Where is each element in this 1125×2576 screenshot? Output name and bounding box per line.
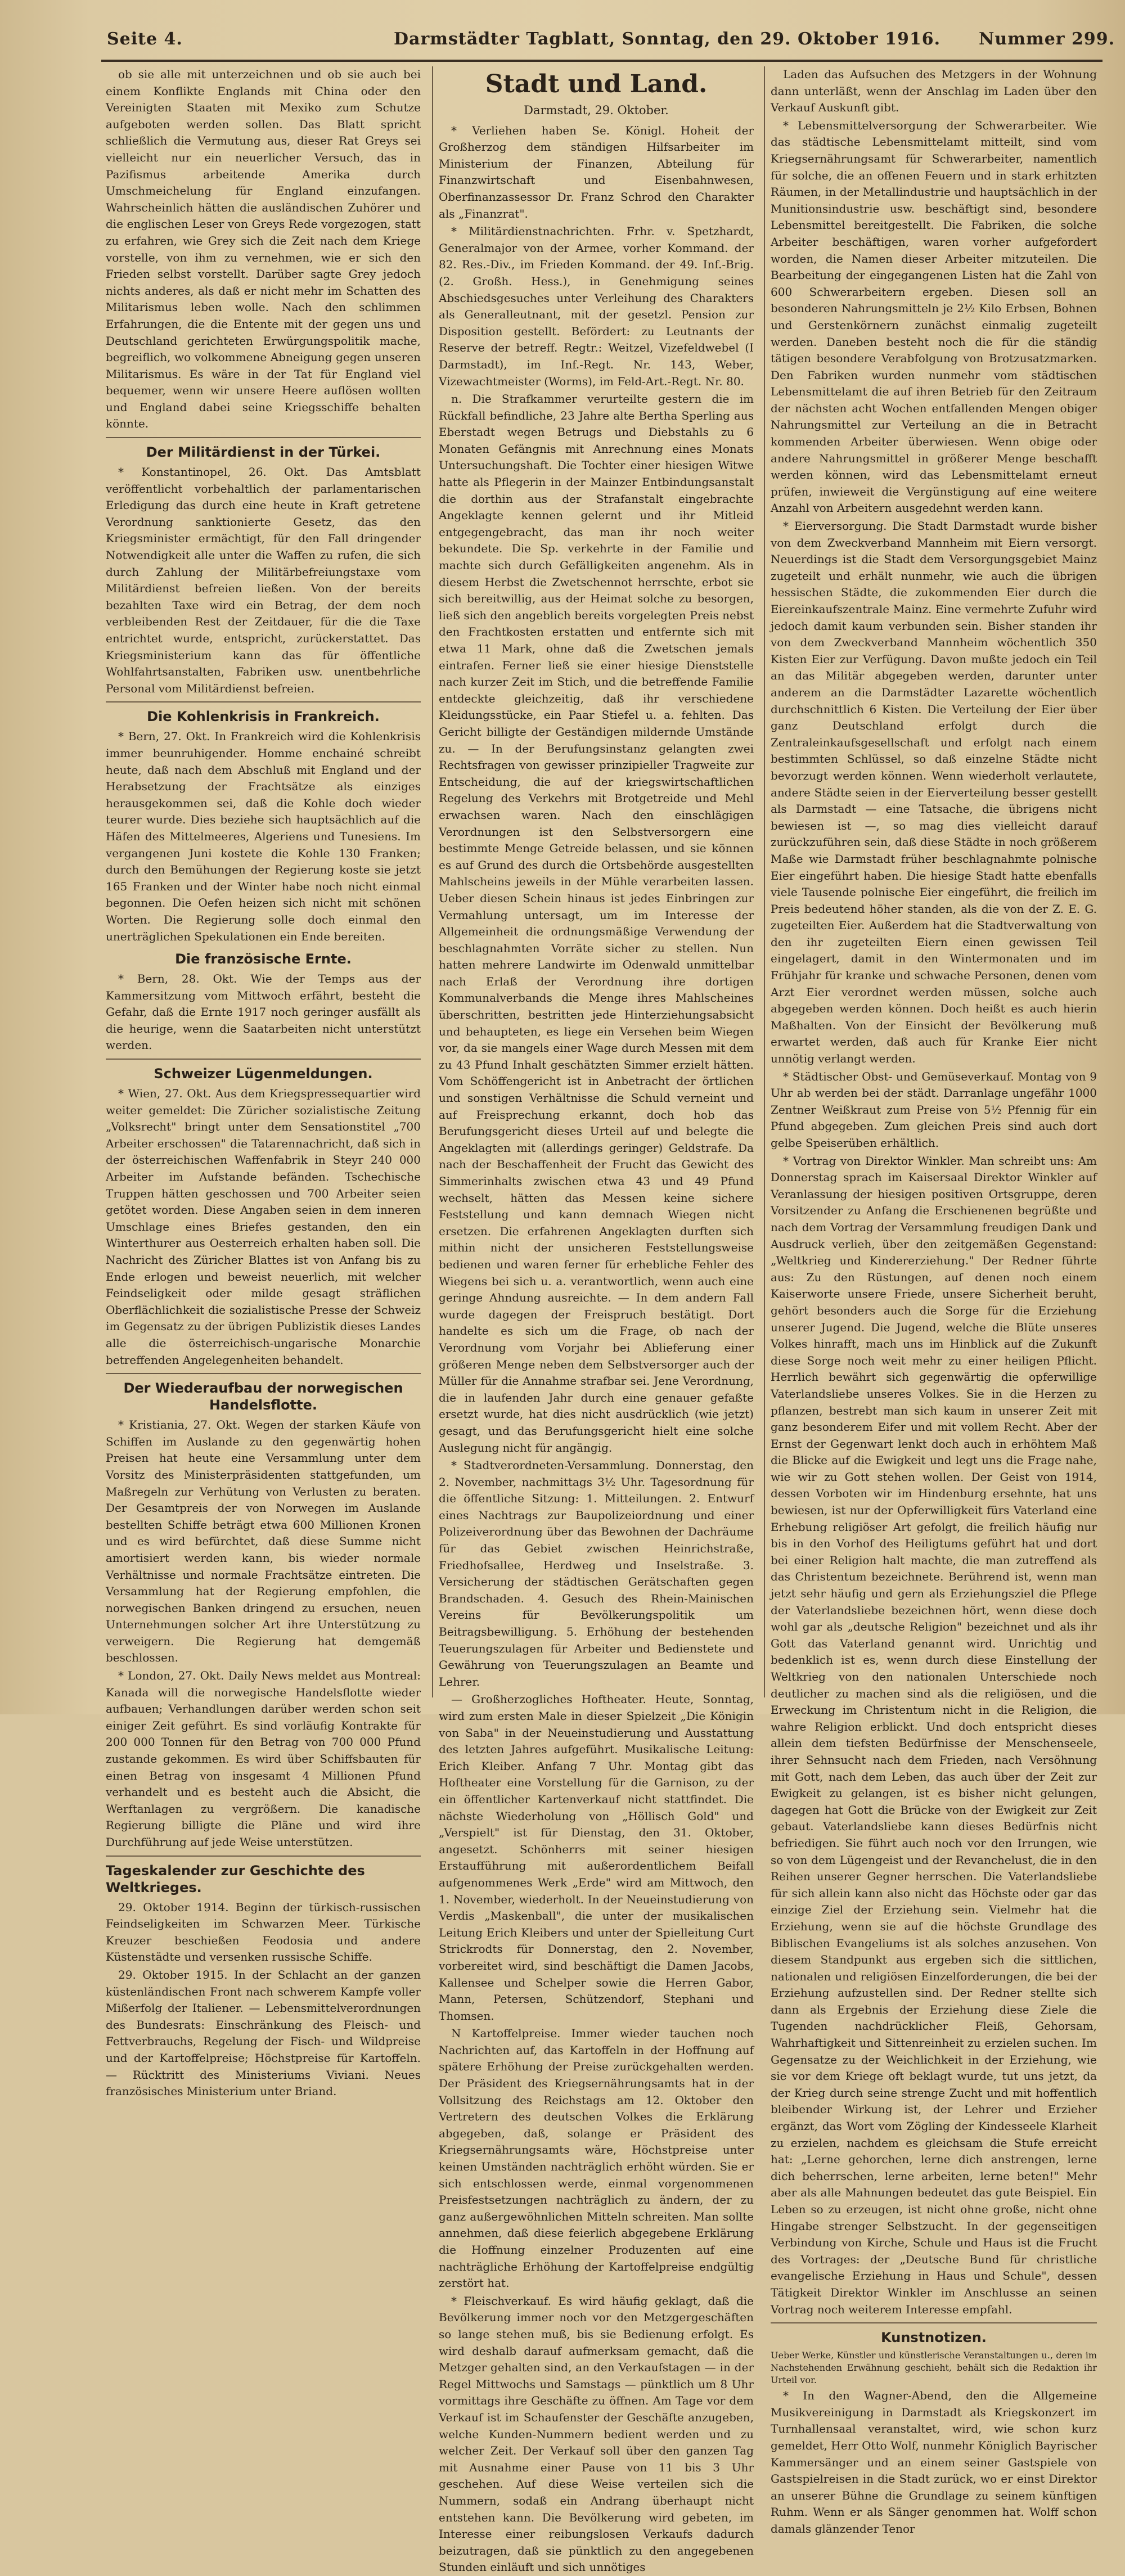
- calendar-entry: 29. Oktober 1914. Beginn der türkisch-russischen Feindseligkeiten im Schwarzen Meer. Türkische Kreuzer beschießen Feodosia und andere Küstenstädte und versenken russische Schiffe.: [106, 1900, 421, 1964]
- article-text: * Militärdienstnachrichten. Frhr. v. Spetzhardt, Generalmajor von der Armee, vorher Kommand. der 82. Res.-Div., im Frieden Kommand. der 49. Inf.-Brig. (2. Großh. Hess.), in Genehmigung seines Abschiedsgesuches unter Verleihung des Charakters als Generalleutnant, mit der gesetzl. Pension zur Disposition gestellt. Befördert: zu Leutnants der Reserve der betreff. Regtr.: Weitzel, Vizefeldwebel (I Darmstadt), im Inf.-Regt. Nr. 143, Weber, Vizewachtmeister (Worms), im Feld-Art.-Regt. Nr. 80.: [439, 224, 754, 388]
- article-text: — Großherzogliches Hoftheater. Heute, Sonntag, wird zum ersten Male in dieser Spielzeit „Die Königin von Saba" in der Neueinstudierung und Ausstattung des letzten Jahres aufgeführt. Musikalische Leitung: Erich Kleiber. Anfang 7 Uhr. Montag gibt das Hoftheater eine Vorstellung für die Garnison, zu der ein öffentlicher Kartenverkauf nicht stattfindet. Die nächste Wiederholung von „Höllisch Gold" und „Verspielt" ist für Dienstag, den 31. Oktober, angesetzt. Schönherrs mit seiner hiesigen Erstaufführung mit außerordentlichem Beifall aufgenommenes Werk „Erde" wird am Mittwoch, den 1. November, wiederholt. In der Neueinstudierung von Verdis „Maskenball", die unter der musikalischen Leitung Erich Kleibers und unter der Spielleitung Curt Strickrodts für Donnerstag, den 2. November, vorbereitet wird, sind beschäftigt die Damen Jacobs, Kallensee und Schelper sowie die Herren Gabor, Mann, Petersen, Schützendorf, Stephani und Thomsen.: [439, 1692, 754, 2023]
- article-text: * Vortrag von Direktor Winkler. Man schreibt uns: Am Donnerstag sprach im Kaisersaal Direktor Winkler auf Veranlassung der hiesigen positiven Ortsgruppe, deren Vorsitzender zu Anfang die Erschienenen begrüßte und nach dem Vortrag der Versammlung freudigen Dank und Ausdruck verlieh, über den zeitgemäßen Gegenstand: „Weltkrieg und Kindererziehung." Der Redner führte aus: Zu den Rüstungen, auf denen noch einem Kaiserworte unsere Friede, unsere Sicherheit beruht, gehört besonders auch die Sorge für die Erziehung unserer Jugend. Die Jugend, welche die Blüte unseres Volkes hinrafft, mach uns im Hinblick auf die Zukunft diese Sorge noch weit mehr zu einer heiligen Pflicht. Herrlich bewährt sich gegenwärtig die opferwillige Vaterlandsliebe unseres Volkes. Sie in die Herzen zu pflanzen, bestrebt man sich kaum in unserer Zeit mit ganz besonderem Eifer und mit vollem Recht. Aber der Ernst der Gegenwart lenkt doch auch in erhöhtem Maß die Blicke auf die Ewigkeit und legt uns die Frage nahe, wie wir zu Gott stehen wollen. Der Geist von 1914, dessen Vorboten wir im Hindenburg ersehnte, hat uns bewiesen, ist nur der Opferwilligkeit fürs Vaterland eine Erhebung religiöser Art gefolgt, die freilich häufig nur bis in den Vorhof des Heiligtums geführt hat und dort bei einer Religion halt machte, die man zutreffend als das Christentum bezeichnete. Berührend ist, wenn man jetzt sehr häufig und gern als Erziehungsziel die Pflege der Vaterlandsliebe bezeichnen hört, wenn diese doch wohl gar als „deutsche Religion" bezeichnet und als ihr Gott das Vaterland genannt wird. Unrichtig und bedenklich ist es, wenn durch diese Einstellung der Weltkrieg von den nationalen Unterschiede noch deutlicher zu machen sind als die religiösen, und die Erweckung im Christentum nicht in die Religion, die wahre Religion erblickt. Und doch entspricht dieses allein dem tiefsten Bedürfnisse der Menschenseele, ihrer Sehnsucht nach dem Frieden, nach Versöhnung mit Gott, nach dem Leben, das auch über der Zeit zur Ewigkeit zu gelangen, ist es bisher nicht gelungen, dagegen hat Gott die Brücke von der Ewigkeit zur Zeit gebaut. Vaterlandsliebe kann dieses Bedürfnis nicht befriedigen. Sie führt auch noch vor den Irrungen, wie so von dem Lügengeist und der Revanchelust, die in den Reihen unserer Gegner herrschen. Die Vaterlandsliebe für sich allein kann also nicht das Höchste oder gar das einzige Ziel der Erziehung sein. Vielmehr hat die Erziehung, wenn sie auf die höchste Grundlage des Biblischen Evangeliums ist als solches anzusehen. Von diesem Standpunkt aus ergeben sich die sittlichen, nationalen und religiösen Einzelforderungen, die bei der Erziehung aufzustellen sind. Der Redner stellte sich dann als Ergebnis der Erziehung diese Ziele die Tugenden nachdrücklicher Fleiß, Gehorsam, Wahrhaftigkeit und Sittenreinheit zu erzielen suchen. Im Gegensatze zu der Weichlichkeit in der Erziehung, wie sie vor dem Kriege oft beklagt wurde, tut uns jetzt, da der Krieg durch seine strenge Zucht und mit hoffentlich bleibender Wirkung ist, der Lehrer und Erzieher ergänzt, das Wort vom Zögling der Kindesseele Klarheit zu erzielen, nachdem es gleichsam die Stufe erreicht hat: „Lerne gehorchen, lerne dich anstrengen, lerne dich beherrschen, lerne arbeiten, lerne beten!" Mehr aber als alle Mahnungen bedeutet das gute Beispiel. Ein Leben so zu erzeugen, ist nicht ohne große, nicht ohne Hingabe strenger Selbstzucht. In der gegenseitigen Verbindung von Kirche, Schule und Haus ist die Frucht des Vortrages: der „Deutsche Bund für christliche evangelische Erziehung in Haus und Schule", dessen Tätigkeit Direktor Winkler im Anschlusse an seinen Vortrag noch weiterem Interesse empfahl.: [771, 1154, 1097, 2316]
- article-text: * London, 27. Okt. Daily News meldet aus Montreal: Kanada will die norwegische Handelsflotte wieder aufbauen; Verhandlungen darüber werden schon seit einiger Zeit geführt. Es sind vorläufig Kontrakte für 200 000 Tonnen für den Betrag von 700 000 Pfund zustande gekommen. Es wird über Schiffsbauten für einen Betrag von insgesamt 4 Millionen Pfund verhandelt und es besteht auch die Absicht, die Werftanlagen zu vergrößern. Die kanadische Regierung billigte die Pläne und wird ihre Durchführung auf jede Weise unterstützen.: [106, 1669, 421, 1849]
- article-text: * Stadtverordneten-Versammlung. Donnerstag, den 2. November, nachmittags 3½ Uhr. Tagesordnung für die öffentliche Sitzung: 1. Mitteilungen. 2. Entwurf eines Nachtrags zur Baupolizeiordnung und einer Polizeiverordnung über das Bewohnen der Dachräume für das Gebiet zwischen Heinrichstraße, Friedhofsallee, Herdweg und Inselstraße. 3. Versicherung der städtischen Gerätschaften gegen Brandschaden. 4. Gesuch des Rhein-Mainischen Vereins für Bevölkerungspolitik um Beitragsbewilligung. 5. Erhöhung der bestehenden Teuerungszulagen für Arbeiter und Bedienstete und Gewährung von Teuerungszulagen an Beamte und Lehrer.: [439, 1458, 754, 1688]
- article-text: * Fleischverkauf. Es wird häufig geklagt, daß die Bevölkerung immer noch vor den Metzgergeschäften so lange stehen muß, bis sie Bedienung erfolgt. Es wird deshalb darauf aufmerksam gemacht, daß die Metzger gehalten sind, an den Verkaufstagen — in der Regel Mittwochs und Samstags — pünktlich um 8 Uhr vormittags ihre Geschäfte zu öffnen. Am Tage vor dem Verkauf ist im Schaufenster der Geschäfte anzugeben, welche Kunden-Nummern bedient werden und zu welcher Zeit. Der Verkauf soll über den ganzen Tag mit Ausnahme einer Pause von 11 bis 3 Uhr geschehen. Auf diese Weise verteilen sich die Nummern, sodaß ein Andrang überhaupt nicht entstehen kann. Die Bevölkerung wird gebeten, im Interesse einer reibungslosen Verkaufs dadurch beizutragen, daß sie pünktlich zu den angegebenen Stunden einläuft und sich unnötiges: [439, 2294, 754, 2574]
- headline: Tageskalender zur Geschichte des Weltkrieges.: [106, 1862, 365, 1895]
- page-header: [0, 29, 1125, 57]
- article-text: * Bern, 28. Okt. Wie der Temps aus der Kammersitzung vom Mittwoch erfährt, besteht die Gefahr, daß die Ernte 1917 noch geringer ausfällt als die heurige, wenn die Saatarbeiten nicht unterstützt werden.: [106, 972, 421, 1052]
- headline: Die französische Ernte.: [175, 951, 352, 967]
- divider: [106, 437, 421, 438]
- headline: Die Kohlenkrisis in Frankreich.: [147, 709, 380, 725]
- calendar-entry: 29. Oktober 1915. In der Schlacht an der ganzen küstenländischen Front nach schwerem Kampfe voller Mißerfolg der Italiener. — Lebensmittelverordnungen des Bundesrats: Einschränkung des Fleisch- und Fettverbrauchs, Regelung der Fisch- und Wildpreise und der Kartoffelpreise; Höchstpreise für Kartoffeln. — Rücktritt des Ministeriums Viviani. Neues französisches Ministerium unter Briand.: [106, 1967, 421, 2098]
- article-text: Laden das Aufsuchen des Metzgers in der Wohnung dann unterläßt, wenn der Anschlag im Laden über den Verkauf Auskunft gibt.: [771, 67, 1097, 115]
- war-calendar: [106, 1862, 421, 2100]
- divider: [106, 701, 421, 702]
- divider: [106, 1856, 421, 1857]
- divider: [106, 1373, 421, 1374]
- column-2: [439, 66, 754, 2574]
- article-text: ob sie alle mit unterzeichnen und ob sie auch bei einem Konflikte Englands mit China oder den Vereinigten Staaten mit Mexiko zum Schutze aufgeboten werden sollen. Das Blatt spricht schließlich die Vermutung aus, dieser Rat Greys sei vielleicht nur ein neuerlicher Versuch, das in Pazifismus arbeitende Amerika durch Umschmeichelung für England einzufangen. Wahrscheinlich hätten die ausländischen Zuhörer und die englischen Leser von Greys Rede vorgezogen, statt zu erfahren, wie Grey sich die Zeit nach dem Kriege vorstelle, von ihm zu vernehmen, wie er sich den Frieden selbst vorstellt. Darüber sagte Grey jedoch nichts anderes, als daß er nicht mehr im Schatten des Militarismus leben wolle. Nach den schlimmen Erfahrungen, die die Entente mit der gegen uns und Deutschland gerichteten Erwürgungspolitik mache, begreiflich, wo volkommene Abneigung gegen unseren Militarismus. Es wäre in der Tat für England viel bequemer, wenn wir unsere Heere auflösen wollten und England dabei seine Kriegsschiffe behalten könnte.: [106, 67, 421, 431]
- editorial-note: Ueber Werke, Künstler und künstlerische Veranstaltungen u., deren im Nachstehenden Erwähnung geschieht, behält sich die Redaktion ihr Urteil vor.: [771, 2350, 1097, 2386]
- headline: Der Militärdienst in der Türkei.: [146, 444, 381, 461]
- article-text: * Eierversorgung. Die Stadt Darmstadt wurde bisher von dem Zweckverband Mannheim mit Eiern versorgt. Neuerdings ist die Stadt dem Versorgungsgebiet Mainz zugeteilt und erhält nunmehr, wie auch die übrigen hessischen Städte, die zukommenden Eier durch die Eiereinkaufszentrale Mainz. Eine vermehrte Zufuhr wird jedoch damit kaum verbunden sein. Bisher standen ihr von dem Zweckverband Mannheim wöchentlich 350 Kisten Eier zur Verfügung. Davon mußte jedoch ein Teil an das Militär abgegeben werden, darunter unter anderem an die Darmstädter Lazarette wöchentlich durchschnittlich 6 Kisten. Die Verteilung der Eier über ganz Deutschland erfolgt durch die Zentraleinkaufsgesellschaft und erfolgt nach einem bestimmten Schlüssel, so daß einzelne Städte nicht bevorzugt werden können. Wenn wiederholt verlautete, andere Städte seien in der Eierverteilung besser gestellt als Darmstadt — eine Tatsache, die übrigens nicht bewiesen ist —, so mag dies vielleicht darauf zurückzuführen sein, daß diese Städte in noch größerem Maße wie Darmstadt früher beschlagnahmte polnische Eier eingeführt haben. Die hiesige Stadt hatte ebenfalls viele Tausende polnische Eier eingeführt, die freilich im Preis bedeutend höher standen, als die von der Z. E. G. zugeteilten Eier. Außerdem hat die Stadtverwaltung von den ihr zugeteilten Eiern einen gewissen Teil eingelagert, damit in den Wintermonaten und im Frühjahr für kranke und schwache Personen, denen vom Arzt Eier verordnet werden müssen, solche auch abgegeben werden können. Doch heißt es auch hierin Maßhalten. Von der Einsicht der Bevölkerung muß erwartet werden, daß auch für Kranke Eier nicht unnötig verlangt werden.: [771, 519, 1097, 1066]
- header-rule: [101, 60, 1102, 62]
- article-text: * Bern, 27. Okt. In Frankreich wird die Kohlenkrisis immer beunruhigender. Homme enchainé schreibt heute, daß nach dem Abschluß mit England und der Herabsetzung der Frachtsätze als einziges herausgekommen sei, daß die Kohle doch wieder teurer wurde. Dies beziehe sich hauptsächlich auf die Häfen des Mittelmeeres, Algeriens und Tunesiens. Im vergangenen Juni kostete die Kohle 130 Franken; durch den Bemühungen der Regierung koste sie jetzt 165 Franken und der Winter habe noch nicht einmal begonnen. Die Oefen heizen sich nicht mit schönen Worten. Die Regierung solle doch einmal den unerträglichen Spekulationen ein Ende bereiten.: [106, 729, 421, 943]
- divider: [771, 2322, 1097, 2323]
- masthead-date: Darmstädter Tagblatt, Sonntag, den 29. Oktober 1916.: [394, 29, 941, 49]
- column-3: [771, 66, 1097, 2536]
- headline: Kunstnotizen.: [881, 2330, 987, 2346]
- divider: [106, 1059, 421, 1060]
- column-1: [106, 66, 421, 2098]
- page-number: Seite 4.: [107, 29, 183, 49]
- headline: Schweizer Lügenmeldungen.: [154, 1066, 373, 1082]
- section-title: Stadt und Land.: [485, 70, 708, 98]
- article-text: * Wien, 27. Okt. Aus dem Kriegspressequartier wird weiter gemeldet: Die Züricher sozialistische Zeitung „Volksrecht" bringt unter dem Sensationstitel „700 Arbeiter erschossen" die Tatarennachricht, daß sich in der österreichischen Waffenfabrik in Steyr 240 000 Arbeiter im Aufstande befänden. Tschechische Truppen hätten geschossen und 700 Arbeiter seien getötet worden. Diese Angaben seien in dem inneren Umschlage eines Briefes gestanden, den ein Winterthurer aus Oesterreich erhalten haben soll. Die Nachricht des Züricher Blattes ist von Anfang bis zu Ende erlogen und beweist neuerlich, mit welcher Feindseligkeit oder milde gesagt sträflichen Oberflächlichkeit die sozialistische Presse der Schweiz im Gegensatz zu der übrigen Publizistik dieses Landes alle die österreichisch-ungarische Monarchie betreffenden Angelegenheiten behandelt.: [106, 1087, 421, 1367]
- column-divider: [764, 66, 765, 1697]
- column-divider: [432, 66, 433, 1697]
- article-text: * Verliehen haben Se. Königl. Hoheit der Großherzog dem ständigen Hilfsarbeiter im Ministerium der Finanzen, Abteilung für Finanzwirtschaft und Eisenbahnwesen, Oberfinanzassessor Dr. Franz Schrod den Charakter als „Finanzrat".: [439, 123, 754, 220]
- article-text: * Kristiania, 27. Okt. Wegen der starken Käufe von Schiffen im Auslande zu den gegenwärtig hohen Preisen hat heute eine Versammlung unter dem Vorsitz des Ministerpräsidenten stattgefunden, um Maßregeln zur Verhütung von Verlusten zu beraten. Der Gesamtpreis der von Norwegen im Auslande bestellten Schiffe beträgt etwa 600 Millionen Kronen und es wird befürchtet, daß diese Summe nicht amortisiert werden kann, bis wieder normale Verhältnisse und normale Frachtsätze eintreten. Die Versammlung hat der Regierung empfohlen, die norwegischen Banken dringend zu ersuchen, neuen Unternehmungen solcher Art ihre Unterstützung zu verweigern. Die Regierung hat demgemäß beschlossen.: [106, 1418, 421, 1665]
- article-text: * In den Wagner-Abend, den die Allgemeine Musikvereinigung in Darmstadt als Kriegskonzert im Turnhallensaal veranstaltet, wird, wie schon kurz gemeldet, Herr Otto Wolf, nunmehr Königlich Bayrischer Kammersänger und an einem seiner Gastspiele von Gastspielreisen in die Stadt zurück, wo er einst Direktor an unserer Bühne die Grundlage zu seinem künftigen Ruhm. Wenn er als Sänger genommen hat. Wolff schon damals glänzender Tenor: [771, 2389, 1097, 2536]
- dateline: Darmstadt, 29. Oktober.: [524, 103, 669, 117]
- article-text: * Lebensmittelversorgung der Schwerarbeiter. Wie das städtische Lebensmittelamt mitteilt, sind vom Kriegsernährungsamt für Schwerarbeiter, namentlich für solche, die an offenen Feuern und in stark erhitzten Räumen, in der Metallindustrie und hauptsächlich in der Munitionsindustrie usw. beschäftigt sind, besondere Lebensmittel bereitgestellt. Die Fabriken, die solche Arbeiter beschäftigen, waren vorher aufgefordert worden, die Namen dieser Arbeiter mitzuteilen. Die Bearbeitung der eingegangenen Listen hat die Zahl von 600 Schwerarbeitern ergeben. Diesen soll an besonderen Nahrungsmitteln je 2½ Kilo Erbsen, Bohnen und Gerstenkörnern zunächst einmalig zugeteilt werden. Daneben besteht noch die für die ständig tätigen besondere Verabfolgung von Brotzusatzmarken. Den Fabriken wurden nunmehr vom städtischen Lebensmittelamt die auf ihren Betrieb für den Zeitraum der nächsten acht Wochen entfallenden Mengen obiger Nahrungsmittel zur Verteilung an die in Betracht kommenden Arbeiter überwiesen. Wenn obige oder andere Nahrungsmittel in größerer Menge beschafft werden können, wird das Lebensmittelamt erneut prüfen, inwieweit die Vergünstigung auf eine weitere Anzahl von Arbeitern ausgedehnt werden kann.: [771, 118, 1097, 515]
- article-text: * Konstantinopel, 26. Okt. Das Amtsblatt veröffentlicht vorbehaltlich der parlamentarischen Erledigung das durch eine heute in Kraft getretene Verordnung sanktionierte Gesetz, das den Kriegsminister ermächtigt, für den Fall dringender Notwendigkeit alle unter die Waffen zu rufen, die sich durch Zahlung der Militärbefreiungstaxe vom Militärdienst befreien ließen. Von der bereits bezahlten Taxe wird ein Betrag, der dem noch verbleibenden Rest der Zeitdauer, für die die Taxe entrichtet wurde, entspricht, zurückerstattet. Das Kriegsministerium kann das für öffentliche Wohlfahrtsanstalten, Fabriken usw. unentbehrliche Personal vom Militärdienst befreien.: [106, 465, 421, 695]
- issue-number: Nummer 299.: [979, 29, 1115, 49]
- headline: Der Wiederaufbau der norwegischen Handelsflotte.: [123, 1380, 403, 1413]
- article-text: n. Die Strafkammer verurteilte gestern die im Rückfall befindliche, 23 Jahre alte Bertha Sperling aus Eberstadt wegen Betrugs und Diebstahls zu 6 Monaten Gefängnis mit Anrechnung eines Monats Untersuchungshaft. Die Tochter einer hiesigen Witwe hatte als Pflegerin in der Mainzer Entbindungsanstalt die dorthin aus der Strafanstalt eingebrachte Angeklagte kennen gelernt und ihr Mitleid entgegengebracht, das man ihr noch weiter bekundete. Die Sp. verkehrte in der Familie und machte sich durch Gefälligkeiten angenehm. Als in diesem Herbst die Zwetschennot herrschte, erbot sie sich bereitwillig, aus der Heimat solche zu besorgen, ließ sich den angeblich bereits vorgelegten Preis nebst den Frachtkosten erstatten und entfernte sich mit etwa 11 Mark, ohne daß die Zwetschen jemals eintrafen. Ferner ließ sie einer hiesige Dienststelle nach kurzer Zeit im Stich, und die betreffende Familie entdeckte gleichzeitig, daß ihr verschiedene Kleidungsstücke, ein Paar Stiefel u. a. fehlten. Das Gericht billigte der Geständigen mildernde Umstände zu. — In der Berufungsinstanz gelangten zwei Rechtsfragen von gewisser prinzipieller Tragweite zur Entscheidung, die auf der kriegswirtschaftlichen Regelung des Verkehrs mit Brotgetreide und Mehl erwachsen waren. Nach den einschlägigen Verordnungen ist den Selbstversorgern eine bestimmte Menge Getreide belassen, und sie können es auf Grund des durch die Ortsbehörde ausgestellten Mahlscheins jeweils in der Mühle verarbeiten lassen. Ueber diesen Schein hinaus ist jedes Einbringen zur Vermahlung untersagt, um im Interesse der Allgemeinheit die ordnungsmäßige Verwendung der beschlagnahmten Vorräte sicher zu stellen. Nun hatten mehrere Landwirte im Odenwald unmittelbar nach Erlaß der Verordnung ihre dortigen Kommunalverbands die Menge ihres Mahlscheines überschritten, bestritten jede Hinterziehungsabsicht und behaupteten, es liege ein Versehen beim Wiegen vor, da sie mangels einer Wage durch Messen mit dem zu 43 Pfund Inhalt geschätzten Simmer erzielt hätten. Vom Schöffengericht ist in Anbetracht der örtlichen und sonstigen Verhältnisse die Schuld verneint und auf Freisprechung erkannt, doch hob das Berufungsgericht dieses Urteil auf und belegte die Angeklagten mit (allerdings geringer) Geldstrafe. Da nach der Beschaffenheit der Frucht das Gewicht des Simmerinhalts zwischen etwa 43 und 49 Pfund wechselt, hätten das Messen keine sichere Feststellung und kann demnach Wiegen nicht ersetzen. Die erfahrenen Angeklagten durften sich mithin nicht der unsicheren Feststellungsweise bedienen und waren ferner für erhebliche Fehler des Wiegens bei sich u. a. verantwortlich, wenn auch eine geringe Ahndung ausreichte. — In dem andern Fall wurde dagegen der Freispruch bestätigt. Dort handelte es sich um die Frage, ob nach der Verordnung vom Vorjahr bei Ablieferung einer größeren Menge neben dem Selbstversorger auch der Müller für die Annahme strafbar sei. Jene Verordnung, die in laufenden Jahr durch eine genauer gefaßte ersetzt wurde, hat dies nicht ausdrücklich (wie jetzt) gesagt, und das Berufungsgericht hielt eine solche Auslegung nicht für angängig.: [439, 392, 754, 1454]
- article-text: N Kartoffelpreise. Immer wieder tauchen noch Nachrichten auf, das Kartoffeln in der Hoffnung auf spätere Erhöhung der Preise zurückgehalten werden. Der Präsident des Kriegsernährungsamts hat in der Vollsitzung des Reichstags am 12. Oktober den Vertretern des deutschen Volkes die Erklärung abgegeben, daß, solange er Präsident des Kriegsernährungsamts wäre, Höchstpreise unter keinen Umständen nachträglich erhöht würden. Sie er sich entschlossen werde, einmal vorgenommenen Preisfestsetzungen nachträglich zu ändern, der zu ganz außergewöhnlichen Mitteln schreiten. Man sollte annehmen, daß diese feierlich abgegebene Erklärung die Hoffnung einzelner Produzenten auf eine nachträgliche Erhöhung der Kartoffelpreise endgültig zerstört hat.: [439, 2026, 754, 2290]
- article-text: * Städtischer Obst- und Gemüseverkauf. Montag von 9 Uhr ab werden bei der städt. Darranlage ungefähr 1000 Zentner Weißkraut zum Preise von 5½ Pfennig für ein Pfund abgegeben. Zum gleichen Preis sind auch dort gelbe Speiserüben erhältlich.: [771, 1069, 1097, 1150]
